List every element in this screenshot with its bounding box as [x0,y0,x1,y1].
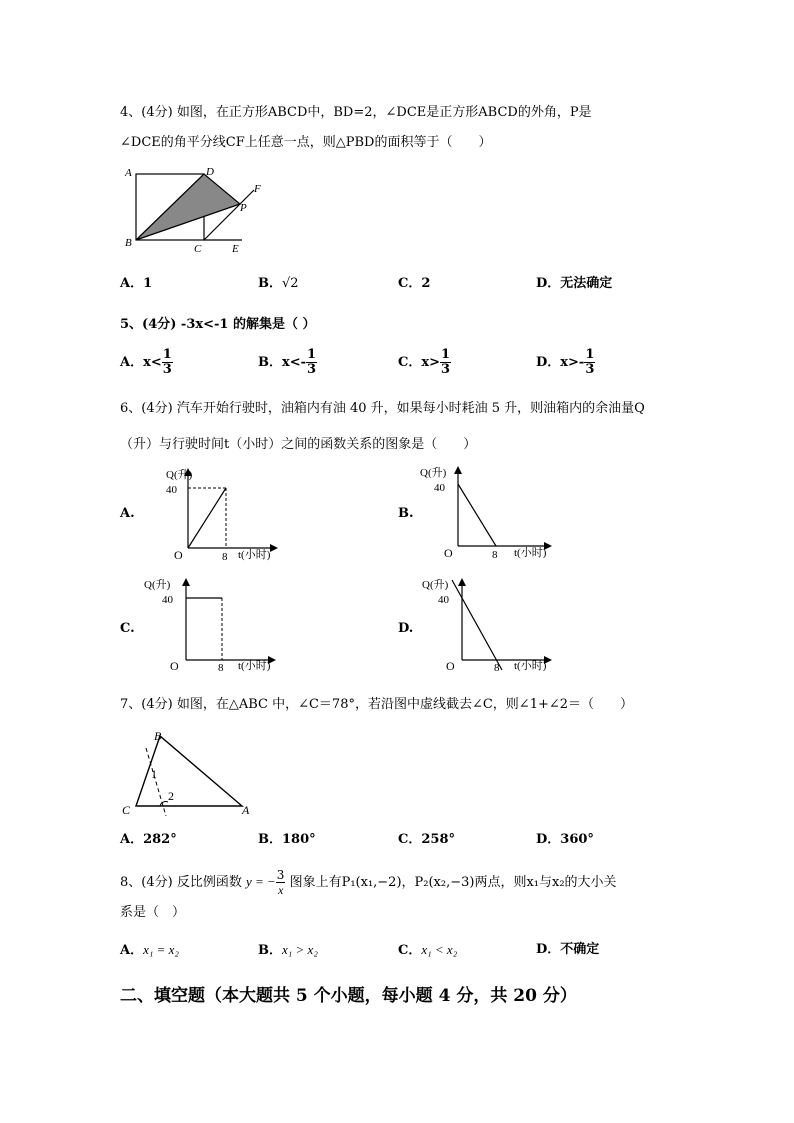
q6-option-b-label: B. [398,506,414,521]
q5-option-a: A．x< $\frac{1}{3}$ [120,347,172,377]
svg-text:8: 8 [494,662,500,674]
q4-stem-line1: 4、(4分) 如图，在正方形ABCD中，BD=2，∠DCE是正方形ABCD的外角，P是 [120,105,592,120]
q7-label-B: B [154,729,162,743]
q4-option-b: B．√2 [258,276,299,291]
q4-label-F: F [254,183,261,195]
q7-stem: 7、(4分) 如图，在△ABC 中，∠C＝78°，若沿图中虚线截去∠C，则∠1+∠2＝（ ） [120,697,634,712]
q8-option-c: C．x₁ < x₂ [398,942,458,958]
q8-option-b: B．x₁ > x₂ [258,942,318,958]
q4-label-A: A [125,167,132,179]
q7-label-A: A [242,803,250,817]
q4-label-E: E [232,243,239,255]
q8-option-d: D．不确定 [536,942,600,957]
q7-label-1: 1 [151,767,157,781]
q4-option-c: C．2 [398,276,431,291]
q6-option-a-label: A. [120,506,135,521]
q4-option-a: A．1 [120,276,153,291]
q5-stem: 5、(4分) -3x<-1 的解集是（ ） [120,317,316,332]
svg-text:40: 40 [162,594,173,606]
q7-label-C: C [122,803,131,817]
svg-text:8: 8 [218,662,224,674]
q7-label-2: 2 [168,789,174,803]
q4-square-figure [118,160,268,260]
svg-text:40: 40 [434,482,445,494]
q7-option-d: D．360° [536,832,594,847]
section-2-heading: 二、填空题（本大题共 5 个小题，每小题 4 分，共 20 分） [120,986,577,1006]
svg-text:Q(升): Q(升) [144,579,171,591]
svg-text:40: 40 [438,594,449,606]
svg-text:Q(升): Q(升) [422,579,449,591]
svg-text:40: 40 [166,484,177,496]
q6-graph-b [418,462,558,562]
q8-stem-line2: 系是（ ） [120,905,186,920]
q8-option-a: A．x₁ = x₂ [120,942,179,958]
q6-option-d-label: D. [398,621,414,636]
q5-option-c: C．x> $\frac{1}{3}$ [398,347,451,377]
svg-text:O: O [174,548,183,562]
svg-text:t(小时): t(小时) [514,547,547,559]
q7-option-a: A．282° [120,832,177,847]
q4-label-D: D [206,166,214,178]
q7-option-b: B．180° [258,832,316,847]
q4-option-d: D．无法确定 [536,276,613,291]
svg-text:t(小时): t(小时) [238,549,271,561]
q6-graph-c [142,574,282,676]
svg-text:O: O [170,659,179,673]
q5-option-d: D．x>- $\frac{1}{3}$ [536,347,595,377]
q8-stem-line1: 8、(4分) 反比例函数 y = − $\frac{3}{x}$ 图象上有P₁(x₁,−2)，P₂(x₂,−3)两点，则x₁与x₂的大小关 [120,868,617,897]
svg-text:O: O [446,659,455,673]
q6-graph-d [418,574,558,676]
svg-text:t(小时): t(小时) [514,660,547,672]
q5-option-b: B．x<- $\frac{1}{3}$ [258,347,317,377]
q6-stem-line2: （升）与行驶时间t（小时）之间的函数关系的图象是（ ） [120,437,477,452]
svg-text:8: 8 [492,549,498,561]
q4-label-P: P [240,202,247,214]
q6-graph-a [160,464,290,564]
q7-triangle-figure [118,722,258,818]
svg-text:Q(升): Q(升) [420,467,447,479]
q4-label-B: B [125,237,132,249]
q6-stem-line1: 6、(4分) 汽车开始行驶时，油箱内有油 40 升，如果每小时耗油 5 升，则油箱内的余油量Q [120,401,645,416]
q4-stem-line2: ∠DCE的角平分线CF上任意一点，则△PBD的面积等于（ ） [120,135,492,150]
q7-option-c: C．258° [398,832,455,847]
svg-text:O: O [444,546,453,560]
svg-text:t(小时): t(小时) [238,660,271,672]
q4-label-C: C [194,243,202,255]
q6-option-c-label: C. [120,621,135,636]
svg-text:8: 8 [222,551,228,563]
svg-text:Q(升): Q(升) [166,469,193,481]
